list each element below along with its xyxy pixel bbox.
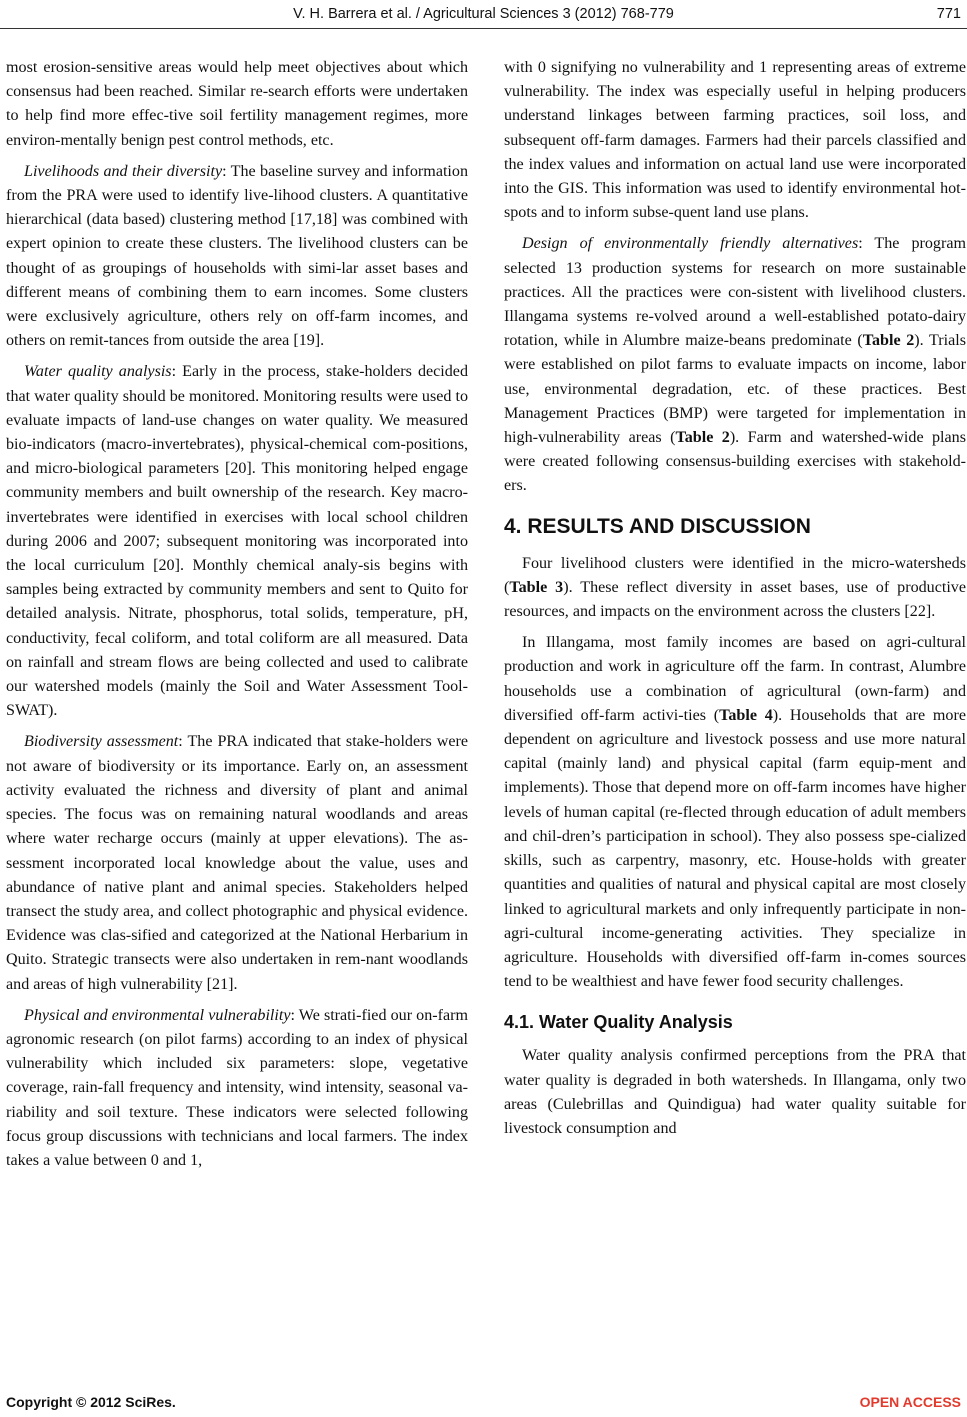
table-reference-link[interactable]: Table 2 <box>862 332 915 350</box>
table-reference-link[interactable]: Table 4 <box>719 706 773 724</box>
paragraph: Four livelihood clusters were identified in the micro-watersheds (Table 3). These reflect diversity in asset bases, use of productive resources, and impacts on the environment across the clusters [22]. <box>504 554 966 621</box>
paragraph-lead: Biodiversity assessment <box>24 733 179 751</box>
right-column <box>504 56 966 1148</box>
paragraph: Water quality analysis confirmed perceptions from the PRA that water quality is degraded in both watersheds. In Illangama, only two areas (Culebrillas and Quindigua) had water quality suitable for livestock consumption and <box>504 1047 966 1137</box>
paragraph-lead: Water quality analysis <box>24 363 172 381</box>
paragraph-biodiversity: Biodiversity assessment: The PRA indicated that stake-holders were not aware of biodiversity or its importance. Early on, an assessment activity evaluated the richness and diversity of plant and animal species. The focus was on remaining natural woodlands and areas where water recharge occurs (mainly at upper elevations). The as-sessment incorporated local knowledge about the value, uses and abundance of native plant and animal species. Stakeholders helped transect the study area, and collect photographic and physical evidence. Evidence was clas-sified and categorized at the National Herbarium in Quito. Strategic transects were also undertaken in rem-nant woodlands and areas of high vulnerability [21]. <box>6 733 468 993</box>
page-footer <box>0 1394 967 1414</box>
paragraph-design-alternatives: Design of environmentally friendly alternatives: The program selected 13 production systems for research on more sustainable practices. All the practices were con-sistent with livelihood clusters. Illangama systems re-volved around a well-established potato-dairy rotation, while in Alumbre maize-beans predominate (Table 2). Trials were established on pilot farms to evaluate impacts on income, labor use, environmental degradation, etc. of these practices. Best Management Practices (BMP) were targeted for implementation in high-vulnerability areas (Table 2). Farm and watershed-wide plans were created following consensus-building exercises with stakehold-ers. <box>504 235 966 495</box>
paragraph: In Illangama, most family incomes are based on agri-cultural production and work in agriculture off the farm. In contrast, Alumbre households use a combination of agricultural (own-farm) and diversified off-farm activi-ties (Table 4). Households that are more dependent on agriculture and livestock possess and use more natural capital (mainly land) and physical capital (farm equip-ment and implements). Those that depend more on off-farm incomes have higher levels of human capital (re-flected through education of adult members and chil-dren’s participation in school). They also possess spe-cialized skills, such as carpentry, masonry, etc. House-holds with greater quantities and qualities of natural and physical capital are most closely linked to agricultural markets and only infrequently participate in non-agri-cultural income-generating activities. They specialize in agriculture. Households with diversified off-farm in-comes sources tend to be wealthiest and have fewer food security challenges. <box>504 634 966 991</box>
paragraph-lead: Design of environmentally friendly alternatives <box>522 235 859 253</box>
paragraph-water-quality: Water quality analysis: Early in the process, stake-holders decided that water quality should be monitored. Monitoring results were used to evaluate impacts of land-use changes on water quality. We measured bio-indicators (macro-invertebrates), physical-chemical com-positions, and micro-biological parameters [20]. This monitoring helped engage community members and built ownership of the research. Key macro-invertebrates were identified in exercises with local school children during 2006 and 2007; subsequent monitoring was incorporated into the local curriculum [20]. Monthly chemical analy-sis begins with samples being extracted by community members and sent to Quito for detailed analysis. Nitrate, phosphorus, total solids, temperature, pH, conductivity, fecal coliform, and total coliform are all measured. Data on rainfall and stream flows are being collected and used to calibrate our watershed models (mainly the Soil and Water Assessment Tool-SWAT). <box>6 363 469 720</box>
running-header <box>0 6 967 28</box>
subsection-heading: 4.1. Water Quality Analysis <box>504 1012 733 1033</box>
page-number: 771 <box>936 6 961 22</box>
paragraph-lead: Physical and environmental vulnerability <box>24 1006 291 1024</box>
header-rule <box>0 28 967 29</box>
paragraph: with 0 signifying no vulnerability and 1 representing areas of extreme vulnerability. The index was especially useful in helping producers understand linkages between farming practices, soil loss, and subsequent off-farm damages. Farmers had their parcels classified and the index values and information on actual land use were incorporated into the GIS. This information was used to identify environmental hot-spots and to inform subse-quent land use plans. <box>504 59 966 222</box>
paragraph: most erosion-sensitive areas would help meet objectives about which consensus had been reached. Similar re-search efforts were undertaken to help find more effec-tive soil fertility management regimes, more environ-mentally benign pest control methods, etc. <box>6 59 468 149</box>
copyright-notice: Copyright © 2012 SciRes. <box>6 1394 176 1410</box>
table-reference-link[interactable]: Table 3 <box>509 578 564 596</box>
paragraph-vulnerability: Physical and environmental vulnerability: We strati-fied our on-farm agronomic research (on pilot farms) according to an index of physical vulnerability which included six parameters: slope, vegetative coverage, rain-fall frequency and intensity, wind intensity, seasonal va-riability and soil texture. These indicators were selected following focus group discussions with technicians and local farmers. The index takes a value between 0 and 1, <box>6 1006 469 1169</box>
table-reference-link[interactable]: Table 2 <box>675 429 730 447</box>
running-head-citation: V. H. Barrera et al. / Agricultural Sciences 3 (2012) 768-779 <box>293 6 674 22</box>
open-access-label: OPEN ACCESS <box>859 1394 961 1410</box>
left-column <box>6 56 468 1180</box>
paragraph-lead: Livelihoods and their diversity <box>24 162 223 180</box>
paragraph-livelihoods: Livelihoods and their diversity: The baseline survey and information from the PRA were used to identify live-lihood clusters. A quantitative hierarchical (data based) clustering method [17,18] was combined with expert opinion to create these clusters. The livelihood clusters can be thought of as groupings of households with simi-lar asset bases and different means of combining them to earn incomes. Some clusters were exclusively agriculture, others rely on off-farm incomes, and others on remit-tances from outside the area [19]. <box>6 162 468 350</box>
section-heading: 4. RESULTS AND DISCUSSION <box>504 514 811 538</box>
